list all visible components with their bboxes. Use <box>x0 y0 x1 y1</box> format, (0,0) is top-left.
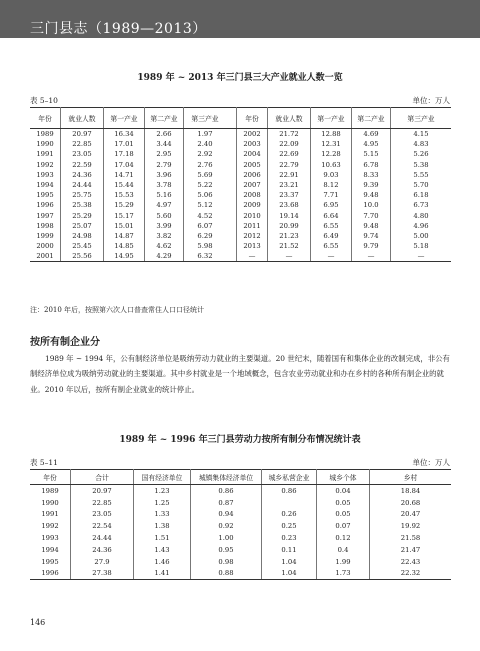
table-row <box>30 485 451 497</box>
table-cell: 12.88 <box>311 129 352 140</box>
table1-title: 1989 年 ~ 2013 年三门县三大产业就业人数一览 <box>137 73 343 83</box>
table-cell: 22.32 <box>370 568 452 580</box>
table-cell: 0.05 <box>317 497 370 509</box>
table-cell: 17.04 <box>104 160 145 170</box>
table-cell: 22.54 <box>71 520 134 532</box>
table-cell: 0.98 <box>191 556 262 568</box>
table-cell: 9.03 <box>311 170 352 180</box>
table-cell: 3.96 <box>145 170 184 180</box>
table-row <box>30 129 451 140</box>
col-header: 第一产业 <box>311 108 352 129</box>
table-cell: 22.69 <box>268 149 311 159</box>
table-cell: 17.01 <box>104 139 145 149</box>
table-cell: 0.88 <box>191 568 262 580</box>
table-cell: 1999 <box>30 231 61 241</box>
col-header: 年份 <box>30 108 61 129</box>
table-cell: 0.92 <box>191 520 262 532</box>
table-row <box>30 251 451 262</box>
table-cell: 14.87 <box>104 231 145 241</box>
col-header: 城镇集体经济单位 <box>191 470 262 485</box>
book-title: 三门县志（1989—2013） <box>30 21 207 37</box>
section-paragraph: 1989 年 ~ 1994 年，公有制经济单位是吸纳劳动力就业的主要渠道。20 世纪末，随着国有和集体企业的改制完成，非公有制经济单位成为吸纳劳动就业的主要渠道。其中乡村就业是一个地域概念，包含农业劳动就业和办在乡村的各种所有制企业的就业。2010 年以后，按所有制企业就业的统计停止。 <box>30 354 450 394</box>
table-cell: 2.95 <box>145 149 184 159</box>
table2-number: 表 5–11 <box>30 458 58 467</box>
table-cell: 25.56 <box>61 251 104 262</box>
table-cell: 17.18 <box>104 149 145 159</box>
table-cell: 1.41 <box>134 568 191 580</box>
table-cell: 9.48 <box>352 221 391 231</box>
table-cell: 4.97 <box>145 200 184 210</box>
table-row <box>30 170 451 180</box>
table-cell: 4.29 <box>145 251 184 262</box>
table-cell: 22.79 <box>268 160 311 170</box>
col-header: 第三产业 <box>184 108 227 129</box>
table-cell: — <box>311 251 352 262</box>
table-cell: 22.09 <box>268 139 311 149</box>
section-heading: 按所有制企业分 <box>30 337 100 348</box>
table-cell: 3.78 <box>145 180 184 190</box>
table-cell: 2013 <box>237 241 268 251</box>
table-cell: 5.06 <box>197 191 213 200</box>
table-cell: 6.49 <box>311 231 352 241</box>
table-cell: 6.55 <box>311 241 352 251</box>
table-cell: 2012 <box>237 231 268 241</box>
table-cell: 22.43 <box>400 557 421 566</box>
table-cell: 1.23 <box>134 485 191 497</box>
table-cell: 0.23 <box>262 532 317 544</box>
table-cell: 24.36 <box>61 170 104 180</box>
table-cell: 2.92 <box>197 150 213 159</box>
table-cell: 14.95 <box>104 251 145 262</box>
table1-number: 表 5–10 <box>30 96 58 105</box>
table-cell: 0.4 <box>317 544 370 556</box>
table-cell: 15.17 <box>104 211 145 221</box>
table-row <box>30 497 451 509</box>
table-cell: 2.66 <box>145 129 184 140</box>
table-cell: 24.44 <box>61 180 104 190</box>
table-cell: 1991 <box>30 509 71 521</box>
table-cell: 2009 <box>237 200 268 210</box>
table-cell: 1.51 <box>134 532 191 544</box>
table-cell: 6.73 <box>413 201 429 210</box>
table-cell: 1.00 <box>191 532 262 544</box>
table1-unit: 单位：万人 <box>412 96 450 105</box>
table-cell: 7.71 <box>311 190 352 200</box>
table-cell: 5.18 <box>413 242 429 251</box>
table-cell: 24.44 <box>71 532 134 544</box>
table-cell: 1.38 <box>134 520 191 532</box>
table-cell: 14.71 <box>104 170 145 180</box>
table-cell: 1993 <box>30 170 61 180</box>
table-cell: 4.15 <box>413 130 429 139</box>
table-cell <box>262 497 317 509</box>
table-cell: 2.76 <box>197 160 213 169</box>
table-cell: 5.69 <box>197 170 213 179</box>
col-header: 城乡个体 <box>317 470 370 485</box>
col-header: 第一产业 <box>104 108 145 129</box>
table-cell: 21.52 <box>268 241 311 251</box>
table-cell: 6.18 <box>413 191 429 200</box>
col-header: 城乡私营企业 <box>262 470 317 485</box>
table-cell: 0.04 <box>317 485 370 497</box>
table-cell: 2006 <box>237 170 268 180</box>
table-cell: 16.34 <box>104 129 145 140</box>
table-cell: 0.95 <box>191 544 262 556</box>
table-cell: 2002 <box>237 129 268 140</box>
table-cell: 5.98 <box>197 242 213 251</box>
table-cell: 20.97 <box>71 485 134 497</box>
table-row <box>30 568 451 580</box>
table-cell: 19.14 <box>268 211 311 221</box>
table-cell: 5.70 <box>413 181 429 190</box>
table-cell: 9.48 <box>352 190 391 200</box>
table-cell: 21.58 <box>400 534 421 543</box>
table-row <box>30 544 451 556</box>
table-cell: 6.95 <box>311 200 352 210</box>
table-cell: 2.40 <box>197 140 213 149</box>
table-cell: 1990 <box>30 139 61 149</box>
table-cell: 2.79 <box>145 160 184 170</box>
table-cell: 27.9 <box>71 556 134 568</box>
table-cell: 9.39 <box>352 180 391 190</box>
table-cell: 7.70 <box>352 211 391 221</box>
table2 <box>30 469 451 580</box>
table-cell: 6.78 <box>352 160 391 170</box>
table-row <box>30 211 451 221</box>
table-cell: 6.64 <box>311 211 352 221</box>
table-cell: 23.37 <box>268 190 311 200</box>
table-cell: 2007 <box>237 180 268 190</box>
table-row <box>30 231 451 241</box>
table-cell: 0.86 <box>191 485 262 497</box>
table-cell: 9.74 <box>352 231 391 241</box>
table-cell: 1992 <box>30 520 71 532</box>
table-cell: 0.25 <box>262 520 317 532</box>
table-cell: 1.04 <box>262 556 317 568</box>
table-cell: 0.86 <box>262 485 317 497</box>
table-cell: 25.45 <box>61 241 104 251</box>
col-header: 第三产业 <box>391 108 452 129</box>
table-cell: 22.85 <box>61 139 104 149</box>
table-cell: 1995 <box>30 190 61 200</box>
col-header: 合计 <box>71 470 134 485</box>
table-cell: 20.99 <box>268 221 311 231</box>
table-cell: 14.85 <box>104 241 145 251</box>
table-cell: 5.16 <box>145 190 184 200</box>
table-cell: 0.12 <box>317 532 370 544</box>
table-cell: 6.32 <box>184 251 227 262</box>
table-cell: 24.36 <box>71 544 134 556</box>
table-cell: 0.87 <box>191 497 262 509</box>
table-cell: 15.53 <box>104 190 145 200</box>
table-cell: 23.05 <box>71 509 134 521</box>
table-cell: 3.82 <box>145 231 184 241</box>
table-cell: 0.26 <box>262 509 317 521</box>
table-cell: 23.05 <box>61 149 104 159</box>
table-cell: 22.91 <box>268 170 311 180</box>
table-cell: 5.55 <box>413 170 429 179</box>
table-cell: 4.62 <box>145 241 184 251</box>
table-cell: 10.0 <box>352 200 391 210</box>
table-cell: 1.73 <box>317 568 370 580</box>
table-cell: 4.96 <box>413 221 429 230</box>
table-cell: 5.00 <box>413 231 429 240</box>
table-cell: 0.07 <box>317 520 370 532</box>
table-cell: 15.29 <box>104 200 145 210</box>
table-cell: 1995 <box>30 556 71 568</box>
table-cell: 2005 <box>237 160 268 170</box>
col-header: 年份 <box>237 108 268 129</box>
table-row <box>30 190 451 200</box>
table-cell: 5.22 <box>197 181 213 190</box>
table-row <box>30 509 451 521</box>
col-header: 国有经济单位 <box>134 470 191 485</box>
table-cell: 9.79 <box>352 241 391 251</box>
table-cell: 8.12 <box>311 180 352 190</box>
table-cell: 1.99 <box>317 556 370 568</box>
table-cell: 23.21 <box>268 180 311 190</box>
table-cell: 1991 <box>30 149 61 159</box>
table1 <box>30 107 451 262</box>
table-cell: 25.29 <box>61 211 104 221</box>
table-cell: 1993 <box>30 532 71 544</box>
col-header: 乡村 <box>370 470 452 485</box>
table-cell: 21.72 <box>268 129 311 140</box>
table-cell: 12.28 <box>311 149 352 159</box>
table-cell: — <box>352 251 391 262</box>
table2-title: 1989 年 ~ 1996 年三门县劳动力按所有制分布情况统计表 <box>119 435 361 445</box>
table1-note: 注：2010 年后，按照第六次人口普查常住人口口径统计 <box>30 306 205 314</box>
table-cell: 1994 <box>30 180 61 190</box>
table-cell: 5.12 <box>197 201 213 210</box>
table-cell: 15.01 <box>104 221 145 231</box>
table-cell: 3.99 <box>145 221 184 231</box>
table-cell: 21.47 <box>400 545 421 554</box>
table-cell: 1994 <box>30 544 71 556</box>
col-header: 第二产业 <box>352 108 391 129</box>
table-cell: — <box>237 251 268 262</box>
table-cell: 4.83 <box>413 140 429 149</box>
table-cell: 2000 <box>30 241 61 251</box>
table-cell: 19.92 <box>400 522 421 531</box>
table-cell: 10.63 <box>311 160 352 170</box>
table-cell: 20.47 <box>400 510 421 519</box>
table-row <box>30 241 451 251</box>
table-cell: 1992 <box>30 160 61 170</box>
table-cell: 4.95 <box>352 139 391 149</box>
table-cell: 1989 <box>30 485 71 497</box>
table-row <box>30 556 451 568</box>
table-cell: 12.31 <box>311 139 352 149</box>
table-cell: 23.68 <box>268 200 311 210</box>
table-cell: 1.33 <box>134 509 191 521</box>
table1-body <box>30 129 451 262</box>
col-header: 年份 <box>30 470 71 485</box>
table-cell: 1.97 <box>197 130 213 139</box>
table-row <box>30 520 451 532</box>
col-header: 就业人数 <box>61 108 104 129</box>
table-cell: 5.15 <box>352 149 391 159</box>
table-cell: 2011 <box>237 221 268 231</box>
table-cell: 2004 <box>237 149 268 159</box>
table-cell: 5.60 <box>145 211 184 221</box>
table-cell: 25.07 <box>61 221 104 231</box>
table-cell: 0.94 <box>191 509 262 521</box>
table-cell: 1996 <box>30 200 61 210</box>
table-cell: 20.68 <box>400 498 421 507</box>
table-cell: 2001 <box>30 251 61 262</box>
col-header: 就业人数 <box>268 108 311 129</box>
table-cell: 1.25 <box>134 497 191 509</box>
table-cell: 15.44 <box>104 180 145 190</box>
table-cell: 4.69 <box>352 129 391 140</box>
table-cell: 21.23 <box>268 231 311 241</box>
table-cell: 6.55 <box>311 221 352 231</box>
col-header: 第二产业 <box>145 108 184 129</box>
table-cell: 1.04 <box>262 568 317 580</box>
table-row <box>30 532 451 544</box>
table-row <box>30 180 451 190</box>
table-cell: 5.26 <box>413 150 429 159</box>
table-row <box>30 221 451 231</box>
table-cell: 4.80 <box>413 211 429 220</box>
table-cell: 8.33 <box>352 170 391 180</box>
page-number: 146 <box>30 618 46 627</box>
table-cell: 1990 <box>30 497 71 509</box>
table-cell: 6.07 <box>197 221 213 230</box>
table-cell: 24.98 <box>61 231 104 241</box>
table-cell: 0.05 <box>317 509 370 521</box>
table-cell: 2008 <box>237 190 268 200</box>
table-cell: 0.11 <box>262 544 317 556</box>
table-cell: 27.38 <box>71 568 134 580</box>
table-cell: 22.85 <box>71 497 134 509</box>
table-cell: 1997 <box>30 211 61 221</box>
table-row <box>30 149 451 159</box>
table-cell: — <box>391 251 452 262</box>
table-cell: 18.84 <box>400 486 421 495</box>
table-cell: 1989 <box>30 129 61 140</box>
table-cell: 6.29 <box>197 231 213 240</box>
table-cell: 2003 <box>237 139 268 149</box>
table-cell: 22.59 <box>61 160 104 170</box>
table-cell: 20.97 <box>61 129 104 140</box>
table-cell: 1996 <box>30 568 71 580</box>
table-row <box>30 139 451 149</box>
table2-unit: 单位：万人 <box>412 458 450 467</box>
table-cell: — <box>268 251 311 262</box>
table-cell: 5.38 <box>413 160 429 169</box>
table-cell: 1.46 <box>134 556 191 568</box>
table-cell: 25.38 <box>61 200 104 210</box>
table2-body <box>30 485 451 580</box>
table-cell: 3.44 <box>145 139 184 149</box>
table-cell: 25.75 <box>61 190 104 200</box>
table-row <box>30 160 451 170</box>
table-cell: 2010 <box>237 211 268 221</box>
table-cell: 1998 <box>30 221 61 231</box>
table-cell: 4.52 <box>197 211 213 220</box>
table-row <box>30 200 451 210</box>
table-cell: 1.43 <box>134 544 191 556</box>
